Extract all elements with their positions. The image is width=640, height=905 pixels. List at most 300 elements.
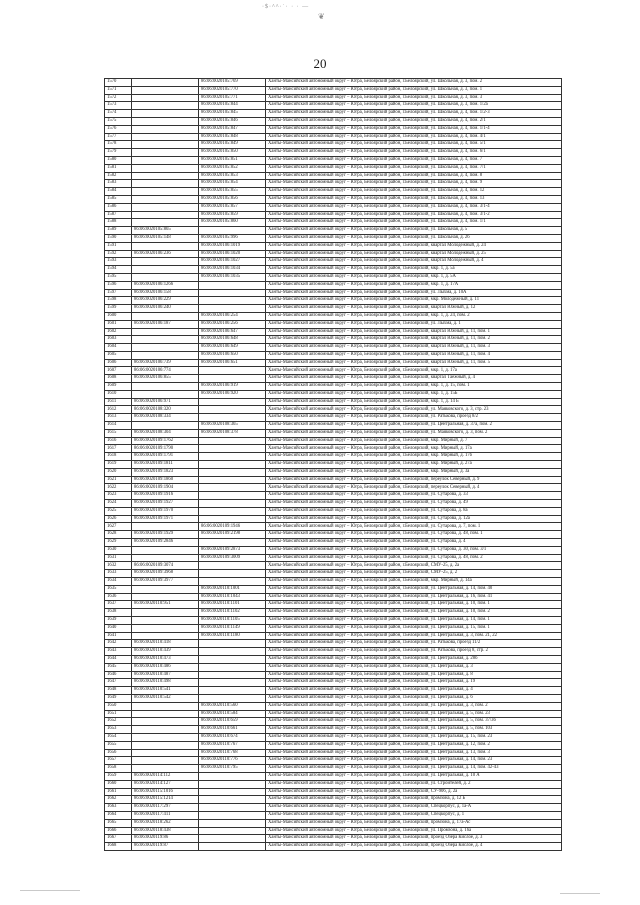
premises-number-cell: [199, 375, 266, 383]
address-cell: Ханты-Мансийский автономный округ – Югра, Белоярский район, г.Белоярский, ул. Школьная, д. 4, пом. 6/1: [266, 149, 562, 157]
scan-artifact-glyph: ❦: [318, 12, 326, 21]
premises-number-cell: 86:06:0020106:1034: [199, 266, 266, 274]
row-number-cell: 1590: [105, 234, 132, 242]
cadastral-number-cell: 86:06:0020110:541: [132, 687, 199, 695]
cadastral-number-cell: 86:06:0020108:320: [132, 406, 199, 414]
table-row: [105, 156, 562, 164]
cadastral-number-cell: [132, 110, 199, 118]
address-cell: Ханты-Мансийский автономный округ – Югра, Белоярский район, г.Белоярский, ул. Школьная, д. 4, пом. 3/1-4: [266, 203, 562, 211]
register-table-body: [105, 79, 562, 851]
address-cell: Ханты-Мансийский автономный округ – Югра, Белоярский район, г.Белоярский, ул. Сутарова, д. 4: [266, 539, 562, 547]
premises-number-cell: [199, 827, 266, 835]
address-cell: Ханты-Мансийский автономный округ – Югра, Белоярский район, г.Белоярский, ул. Сутарова, д. 30, пом. 3/1: [266, 546, 562, 554]
cadastral-number-cell: [132, 141, 199, 149]
address-cell: Ханты-Мансийский автономный округ – Югра, Белоярский район, г.Белоярский, ул. Центральная, д. 6: [266, 694, 562, 702]
row-number-cell: 1634: [105, 578, 132, 586]
address-cell: Ханты-Мансийский автономный округ – Югра, Белоярский район, г.Белоярский, ул. Центральная, д. 4: [266, 687, 562, 695]
table-row: [105, 211, 562, 219]
scan-noise-line: [560, 893, 600, 894]
row-number-cell: 1617: [105, 445, 132, 453]
row-number-cell: 1668: [105, 843, 132, 851]
premises-number-cell: 86:06:0020109:3009: [199, 554, 266, 562]
row-number-cell: 1605: [105, 351, 132, 359]
table-row: [105, 414, 562, 422]
cadastral-number-cell: 86:06:0020115:1214: [132, 796, 199, 804]
premises-number-cell: 86:06:0020106:1020: [199, 250, 266, 258]
table-row: [105, 102, 562, 110]
premises-number-cell: 86:06:0020105:848: [199, 133, 266, 141]
address-cell: Ханты-Мансийский автономный округ – Югра, Белоярский район, г.Белоярский, ул. Центральная, д. 14, пом. 23: [266, 757, 562, 765]
address-cell: Ханты-Мансийский автономный округ – Югра, Белоярский район, г.Белоярский, ул. Сутарова, д. 33: [266, 492, 562, 500]
row-number-cell: 1581: [105, 164, 132, 172]
premises-number-cell: [199, 414, 266, 422]
address-cell: Ханты-Мансийский автономный округ – Югра, Белоярский район, г.Белоярский, ул. Лыхма, д. 10А: [266, 289, 562, 297]
premises-number-cell: 86:06:0020110:584: [199, 710, 266, 718]
premises-number-cell: 86:06:0020109:2873: [199, 546, 266, 554]
register-table: [104, 78, 562, 851]
table-row: [105, 476, 562, 484]
table-row: [105, 86, 562, 94]
table-row: [105, 554, 562, 562]
table-row: [105, 539, 562, 547]
cadastral-number-cell: 86:06:0020108:304: [132, 429, 199, 437]
row-number-cell: 1662: [105, 796, 132, 804]
row-number-cell: 1659: [105, 772, 132, 780]
row-number-cell: 1595: [105, 273, 132, 281]
row-number-cell: 1601: [105, 320, 132, 328]
address-cell: Ханты-Мансийский автономный округ – Югра, Белоярский район, г.Белоярский, ул. Ратькова, проезд 8/2: [266, 414, 562, 422]
row-number-cell: 1613: [105, 414, 132, 422]
table-row: [105, 336, 562, 344]
address-cell: Ханты-Мансийский автономный округ – Югра, Белоярский район, г.Белоярский, квартал Молодежный, д. 24: [266, 242, 562, 250]
address-cell: Ханты-Мансийский автономный округ – Югра, Белоярский район, г.Белоярский, мкр. 1, д. 15, пом. 1: [266, 383, 562, 391]
premises-number-cell: 86:06:0020105:851: [199, 156, 266, 164]
premises-number-cell: [199, 227, 266, 235]
premises-number-cell: 86:06:0020110:1001: [199, 585, 266, 593]
address-cell: Ханты-Мансийский автономный округ – Югра, Белоярский район, г.Белоярский, ул. Школьная, д. 4, пом. 1/1-4: [266, 125, 562, 133]
address-cell: Ханты-Мансийский автономный округ – Югра, Белоярский район, г.Белоярский, ул. Центральная, д. 8: [266, 671, 562, 679]
table-row: [105, 359, 562, 367]
address-cell: Ханты-Мансийский автономный округ – Югра, Белоярский район, г.Белоярский, ул. Школьная, д. 4, пом. 12: [266, 188, 562, 196]
table-row: [105, 437, 562, 445]
table-row: [105, 406, 562, 414]
table-row: [105, 710, 562, 718]
row-number-cell: 1655: [105, 741, 132, 749]
address-cell: Ханты-Мансийский автономный округ – Югра, Белоярский район, г.Белоярский, ул. Центральная, д. 3, пом. 2: [266, 702, 562, 710]
row-number-cell: 1626: [105, 515, 132, 523]
row-number-cell: 1573: [105, 102, 132, 110]
cadastral-number-cell: [132, 266, 199, 274]
table-row: [105, 757, 562, 765]
table-row: [105, 523, 562, 531]
address-cell: Ханты-Мансийский автономный округ – Югра, Белоярский район, г.Белоярский, ул. Центральная, д. 37а, пом. 2: [266, 422, 562, 430]
premises-number-cell: 86:06:0020105:845: [199, 110, 266, 118]
table-row: [105, 648, 562, 656]
cadastral-number-cell: [132, 86, 199, 94]
address-cell: Ханты-Мансийский автономный округ – Югра, Белоярский район, г.Белоярский, ул. Центральная, д. 16, пом. 41: [266, 593, 562, 601]
table-row: [105, 788, 562, 796]
cadastral-number-cell: 86:06:0020109:1916: [132, 492, 199, 500]
premises-number-cell: 86:06:0020110:1149: [199, 624, 266, 632]
premises-number-cell: 86:06:0020109:2198: [199, 531, 266, 539]
page-number: 20: [313, 56, 327, 71]
cadastral-number-cell: [132, 726, 199, 734]
address-cell: Ханты-Мансийский автономный округ – Югра, Белоярский район, г.Белоярский, проезд Озера Кислое, д. 3: [266, 835, 562, 843]
cadastral-number-cell: [132, 195, 199, 203]
address-cell: Ханты-Мансийский автономный округ – Югра, Белоярский район, г.Белоярский, ул. Школьная, д. 4, пом. 9: [266, 180, 562, 188]
row-number-cell: 1579: [105, 149, 132, 157]
cadastral-number-cell: [132, 546, 199, 554]
row-number-cell: 1652: [105, 718, 132, 726]
table-row: [105, 804, 562, 812]
address-cell: Ханты-Мансийский автономный округ – Югра, Белоярский район, г.Белоярский, СУ-906, д. 2а: [266, 788, 562, 796]
premises-number-cell: 86:06:0020105:850: [199, 149, 266, 157]
address-cell: Ханты-Мансийский автономный округ – Югра, Белоярский район, г.Белоярский, промзона, д. 17а-Ас: [266, 819, 562, 827]
row-number-cell: 1651: [105, 710, 132, 718]
cadastral-number-cell: 86:06:0020109:1927: [132, 500, 199, 508]
table-row: [105, 733, 562, 741]
premises-number-cell: 86:06:0020110:674: [199, 733, 266, 741]
premises-number-cell: [199, 804, 266, 812]
address-cell: Ханты-Мансийский автономный округ – Югра, Белоярский район, г.Белоярский, ул. Школьная, д. 3, пом. 1: [266, 86, 562, 94]
cadastral-number-cell: [132, 133, 199, 141]
premises-number-cell: [199, 515, 266, 523]
premises-number-cell: 86:06:0020105:853: [199, 172, 266, 180]
table-row: [105, 367, 562, 375]
premises-number-cell: 86:06:0020106:1027: [199, 258, 266, 266]
address-cell: Ханты-Мансийский автономный округ – Югра, Белоярский район, г.Белоярский, ул. Школьная, д. 3, пом. 3: [266, 94, 562, 102]
table-row: [105, 765, 562, 773]
premises-number-cell: 86:06:0020106:647: [199, 328, 266, 336]
row-number-cell: 1576: [105, 125, 132, 133]
table-row: [105, 811, 562, 819]
row-number-cell: 1608: [105, 375, 132, 383]
cadastral-number-cell: 86:06:0020109:3968: [132, 570, 199, 578]
cadastral-number-cell: [132, 757, 199, 765]
table-row: [105, 827, 562, 835]
cadastral-number-cell: 86:06:0020105:148: [132, 234, 199, 242]
premises-number-cell: 86:06:0020110:767: [199, 741, 266, 749]
address-cell: Ханты-Мансийский автономный округ – Югра, Белоярский район, г.Белоярский, ул. Сутарова, д. 7, пом. 1: [266, 523, 562, 531]
premises-number-cell: 86:06:0020106:648: [199, 336, 266, 344]
row-number-cell: 1642: [105, 640, 132, 648]
cadastral-number-cell: [132, 211, 199, 219]
address-cell: Ханты-Мансийский автономный округ – Югра, Белоярский район, г.Белоярский, переулок Северный, д. 9: [266, 476, 562, 484]
address-cell: Ханты-Мансийский автономный округ – Югра, Белоярский район, г.Белоярский, ул. Сутарова, д. 48, пом. 1: [266, 531, 562, 539]
address-cell: Ханты-Мансийский автономный округ – Югра, Белоярский район, г.Белоярский, ул. Школьная, д. 4, пом. 7/1: [266, 164, 562, 172]
address-cell: Ханты-Мансийский автономный округ – Югра, Белоярский район, г.Белоярский, ул. Промзона, д. 16а: [266, 827, 562, 835]
scan-noise-line: [20, 890, 80, 891]
address-cell: Ханты-Мансийский автономный округ – Югра, Белоярский район, г.Белоярский, квартал Молодежный, д. 25: [266, 250, 562, 258]
row-number-cell: 1650: [105, 702, 132, 710]
cadastral-number-cell: 86:06:0020110:951: [132, 601, 199, 609]
premises-number-cell: 86:06:0020106:920: [199, 390, 266, 398]
table-row: [105, 422, 562, 430]
cadastral-number-cell: 86:06:0020109:1860: [132, 476, 199, 484]
row-number-cell: 1645: [105, 663, 132, 671]
cadastral-number-cell: [132, 164, 199, 172]
table-row: [105, 500, 562, 508]
row-number-cell: 1628: [105, 531, 132, 539]
premises-number-cell: 86:06:0020105:771: [199, 94, 266, 102]
cadastral-number-cell: [132, 593, 199, 601]
address-cell: Ханты-Мансийский автономный округ – Югра, Белоярский район, г.Белоярский, квартал Таежный, д. 4: [266, 375, 562, 383]
cadastral-number-cell: 86:06:0020118:262: [132, 819, 199, 827]
table-row: [105, 305, 562, 313]
premises-number-cell: 86:06:0020105:996: [199, 234, 266, 242]
cadastral-number-cell: 86:06:0020110:542: [132, 694, 199, 702]
row-number-cell: 1619: [105, 461, 132, 469]
address-cell: Ханты-Мансийский автономный округ – Югра, Белоярский район, г.Белоярский, ул. Центральная, д. 10, пом. 2: [266, 609, 562, 617]
row-number-cell: 1654: [105, 733, 132, 741]
row-number-cell: 1602: [105, 328, 132, 336]
row-number-cell: 1638: [105, 609, 132, 617]
premises-number-cell: 86:06:0020105:844: [199, 102, 266, 110]
premises-number-cell: [199, 835, 266, 843]
table-row: [105, 203, 562, 211]
row-number-cell: 1584: [105, 188, 132, 196]
table-row: [105, 195, 562, 203]
cadastral-number-cell: 86:06:0020106:774: [132, 367, 199, 375]
row-number-cell: 1663: [105, 804, 132, 812]
address-cell: Ханты-Мансийский автономный округ – Югра, Белоярский район, г.Белоярский, мкр. Мирный, д. 7: [266, 437, 562, 445]
table-row: [105, 180, 562, 188]
table-row: [105, 110, 562, 118]
address-cell: Ханты-Мансийский автономный округ – Югра, Белоярский район, г.Белоярский, ул. Маяковского, д. 3, пом. 2: [266, 429, 562, 437]
premises-number-cell: [199, 788, 266, 796]
cadastral-number-cell: 86:06:0020118:438: [132, 827, 199, 835]
cadastral-number-cell: [132, 94, 199, 102]
cadastral-number-cell: 86:06:0020109:1970: [132, 507, 199, 515]
table-row: [105, 835, 562, 843]
address-cell: Ханты-Мансийский автономный округ – Югра, Белоярский район, г.Белоярский, ул. Школьная, д. 4, пом. 7: [266, 156, 562, 164]
address-cell: Ханты-Мансийский автономный округ – Югра, Белоярский район, г.Белоярский, квартал Южный, д. 11, пом. 5: [266, 359, 562, 367]
cadastral-number-cell: [132, 219, 199, 227]
address-cell: Ханты-Мансийский автономный округ – Югра, Белоярский район, г.Белоярский, ул. Сутарова, д. 49: [266, 500, 562, 508]
premises-number-cell: [199, 507, 266, 515]
address-cell: Ханты-Мансийский автономный округ – Югра, Белоярский район, г.Белоярский, ул. Школьная, д. 5: [266, 227, 562, 235]
cadastral-number-cell: 86:06:0020110:473: [132, 655, 199, 663]
cadastral-number-cell: [132, 149, 199, 157]
premises-number-cell: [199, 640, 266, 648]
table-row: [105, 671, 562, 679]
table-row: [105, 94, 562, 102]
cadastral-number-cell: 86:06:0020109:1823: [132, 468, 199, 476]
row-number-cell: 1599: [105, 305, 132, 313]
table-row: [105, 694, 562, 702]
premises-number-cell: [199, 500, 266, 508]
table-row: [105, 328, 562, 336]
table-row: [105, 609, 562, 617]
row-number-cell: 1666: [105, 827, 132, 835]
address-cell: Ханты-Мансийский автономный округ – Югра, Белоярский район, г.Белоярский, ул. Центральная, д. 14, пом. 1: [266, 616, 562, 624]
premises-number-cell: 86:06:0020106:651: [199, 359, 266, 367]
premises-number-cell: [199, 289, 266, 297]
premises-number-cell: [199, 796, 266, 804]
table-row: [105, 219, 562, 227]
table-row: [105, 445, 562, 453]
table-row: [105, 726, 562, 734]
table-row: [105, 453, 562, 461]
address-cell: Ханты-Мансийский автономный округ – Югра, Белоярский район, г.Белоярский, ул. Строителей, д. 2: [266, 780, 562, 788]
cadastral-number-cell: [132, 258, 199, 266]
address-cell: Ханты-Мансийский автономный округ – Югра, Белоярский район, г.Белоярский, ул. Центральная, д. 12, пом. 2: [266, 741, 562, 749]
premises-number-cell: [199, 578, 266, 586]
row-number-cell: 1636: [105, 593, 132, 601]
premises-number-cell: 86:06:0020110:659: [199, 718, 266, 726]
address-cell: Ханты-Мансийский автономный округ – Югра, Белоярский район, г.Белоярский, переулок Северный, д. 4: [266, 484, 562, 492]
cadastral-number-cell: 86:06:0020119:87: [132, 843, 199, 851]
cadastral-number-cell: 86:06:0020106:236: [132, 250, 199, 258]
cadastral-number-cell: 86:06:0020109:1904: [132, 484, 199, 492]
address-cell: Ханты-Мансийский автономный округ – Югра, Белоярский район, г.Белоярский, квартал Южный, д. 11, пом. 4: [266, 351, 562, 359]
table-row: [105, 273, 562, 281]
row-number-cell: 1632: [105, 562, 132, 570]
table-row: [105, 679, 562, 687]
premises-number-cell: 86:06:0020110:1105: [199, 616, 266, 624]
premises-number-cell: [199, 492, 266, 500]
row-number-cell: 1572: [105, 94, 132, 102]
cadastral-number-cell: [132, 188, 199, 196]
cadastral-number-cell: 86:06:0020109:3977: [132, 578, 199, 586]
cadastral-number-cell: 86:06:0020119:86: [132, 835, 199, 843]
table-row: [105, 117, 562, 125]
row-number-cell: 1637: [105, 601, 132, 609]
premises-number-cell: 86:06:0020108:378: [199, 429, 266, 437]
row-number-cell: 1585: [105, 195, 132, 203]
premises-number-cell: [199, 671, 266, 679]
cadastral-number-cell: 86:06:0020109:3074: [132, 562, 199, 570]
address-cell: Ханты-Мансийский автономный округ – Югра, Белоярский район, г.Белоярский, мкр. 1, д. 17А: [266, 281, 562, 289]
cadastral-number-cell: [132, 749, 199, 757]
premises-number-cell: 86:06:0020105:847: [199, 125, 266, 133]
address-cell: Ханты-Мансийский автономный округ – Югра, Белоярский район, г.Белоярский, ул. Школьная, д. 3, пом. 2: [266, 79, 562, 87]
cadastral-number-cell: 86:06:0020109:1929: [132, 531, 199, 539]
row-number-cell: 1664: [105, 811, 132, 819]
row-number-cell: 1665: [105, 819, 132, 827]
table-row: [105, 492, 562, 500]
address-cell: Ханты-Мансийский автономный округ – Югра, Белоярский район, г.Белоярский, ул. Ратькова, проезд 8, стр. 2: [266, 648, 562, 656]
cadastral-number-cell: [132, 523, 199, 531]
address-cell: Ханты-Мансийский автономный округ – Югра, Белоярский район, г.Белоярский, промзона, д. 12 Б: [266, 796, 562, 804]
table-row: [105, 227, 562, 235]
table-row: [105, 718, 562, 726]
premises-number-cell: 86:06:0020110:560: [199, 702, 266, 710]
premises-number-cell: 86:06:0020110:661: [199, 726, 266, 734]
table-row: [105, 616, 562, 624]
table-row: [105, 702, 562, 710]
premises-number-cell: [199, 484, 266, 492]
address-cell: Ханты-Мансийский автономный округ – Югра, Белоярский район, г.Белоярский, проезд Озера Кислое, д. 4: [266, 843, 562, 851]
address-cell: Ханты-Мансийский автономный округ – Югра, Белоярский район, г.Белоярский, ул. Сутарова, д. 8а: [266, 507, 562, 515]
premises-number-cell: [199, 663, 266, 671]
address-cell: Ханты-Мансийский автономный округ – Югра, Белоярский район, г.Белоярский, ул. Школьная, д. 4, пом. 13: [266, 195, 562, 203]
address-cell: Ханты-Мансийский автономный округ – Югра, Белоярский район, г.Белоярский, ул. Центральная, д. 14, пом. 40: [266, 585, 562, 593]
address-cell: Ханты-Мансийский автономный округ – Югра, Белоярский район, г.Белоярский, ул. Центральная, д. 13, пом. 3: [266, 749, 562, 757]
cadastral-number-cell: 86:06:0020106:855: [132, 375, 199, 383]
address-cell: Ханты-Мансийский автономный округ – Югра, Белоярский район, г.Белоярский, ул. Школьная, д. 3, пом. 1/2а: [266, 102, 562, 110]
cadastral-number-cell: [132, 390, 199, 398]
cadastral-number-cell: [132, 741, 199, 749]
address-cell: Ханты-Мансийский автономный округ – Югра, Белоярский район, г.Белоярский, мкр. 1, д. 14 Б: [266, 398, 562, 406]
premises-number-cell: 86:06:0020110:768: [199, 749, 266, 757]
cadastral-number-cell: [132, 203, 199, 211]
address-cell: Ханты-Мансийский автономный округ – Югра, Белоярский район, г.Белоярский, ул. Центральная, д. 19: [266, 679, 562, 687]
address-cell: Ханты-Мансийский автономный округ – Югра, Белоярский район, г.Белоярский, ул. Школьная, д. 4, пом. 4/1: [266, 133, 562, 141]
row-number-cell: 1622: [105, 484, 132, 492]
address-cell: Ханты-Мансийский автономный округ – Югра, Белоярский район, г.Белоярский, ул. Центральная, д. 15, пом. 23: [266, 733, 562, 741]
premises-number-cell: 86:06:0020105:859: [199, 211, 266, 219]
premises-number-cell: 86:06:0020105:849: [199, 141, 266, 149]
premises-number-cell: [199, 406, 266, 414]
cadastral-number-cell: 86:06:0020110:418: [132, 640, 199, 648]
cadastral-number-cell: 86:06:0020106:240: [132, 305, 199, 313]
table-row: [105, 375, 562, 383]
premises-number-cell: 86:06:0020110:1101: [199, 601, 266, 609]
cadastral-number-cell: [132, 125, 199, 133]
table-row: [105, 772, 562, 780]
premises-number-cell: [199, 297, 266, 305]
premises-number-cell: [199, 648, 266, 656]
address-cell: Ханты-Мансийский автономный округ – Югра, Белоярский район, г.Белоярский, ул. Школьная, д. 4, пом. 1/1: [266, 219, 562, 227]
address-cell: Ханты-Мансийский автономный округ – Югра, Белоярский район, г.Белоярский, ул. Школьная, д. 4, пом. 8: [266, 172, 562, 180]
row-number-cell: 1597: [105, 289, 132, 297]
table-row: [105, 585, 562, 593]
table-row: [105, 141, 562, 149]
cadastral-number-cell: [132, 624, 199, 632]
row-number-cell: 1641: [105, 632, 132, 640]
cadastral-number-cell: [132, 718, 199, 726]
premises-number-cell: 86:06:0020109:1946: [199, 523, 266, 531]
premises-number-cell: [199, 562, 266, 570]
premises-number-cell: 86:06:0020110:776: [199, 757, 266, 765]
premises-number-cell: [199, 819, 266, 827]
row-number-cell: 1647: [105, 679, 132, 687]
address-cell: Ханты-Мансийский автономный округ – Югра, Белоярский район, г.Белоярский, квартал Южный, д. 12: [266, 305, 562, 313]
premises-number-cell: [199, 445, 266, 453]
table-row: [105, 655, 562, 663]
table-row: [105, 484, 562, 492]
table-row: [105, 258, 562, 266]
address-cell: Ханты-Мансийский автономный округ – Югра, Белоярский район, г.Белоярский, ул. Сутарова, д. 48, пом. 2: [266, 554, 562, 562]
cadastral-number-cell: [132, 554, 199, 562]
row-number-cell: 1591: [105, 242, 132, 250]
row-number-cell: 1649: [105, 694, 132, 702]
table-row: [105, 429, 562, 437]
row-number-cell: 1630: [105, 546, 132, 554]
premises-number-cell: [199, 461, 266, 469]
address-cell: Ханты-Мансийский автономный округ – Югра, Белоярский район, г.Белоярский, ул. Центральная, д. 10 А: [266, 772, 562, 780]
table-row: [105, 344, 562, 352]
row-number-cell: 1603: [105, 336, 132, 344]
address-cell: Ханты-Мансийский автономный округ – Югра, Белоярский район, г.Белоярский, мкр. 1, д. 24, пом. 2: [266, 312, 562, 320]
row-number-cell: 1657: [105, 757, 132, 765]
table-row: [105, 289, 562, 297]
table-row: [105, 546, 562, 554]
address-cell: Ханты-Мансийский автономный округ – Югра, Белоярский район, г.Белоярский, квартал Южный, д. 11, пом. 2: [266, 336, 562, 344]
cadastral-number-cell: [132, 172, 199, 180]
row-number-cell: 1653: [105, 726, 132, 734]
row-number-cell: 1598: [105, 297, 132, 305]
row-number-cell: 1586: [105, 203, 132, 211]
table-row: [105, 164, 562, 172]
table-row: [105, 687, 562, 695]
premises-number-cell: [199, 811, 266, 819]
premises-number-cell: [199, 398, 266, 406]
premises-number-cell: 86:06:0020110:1043: [199, 593, 266, 601]
cadastral-number-cell: 86:06:0020109:1971: [132, 515, 199, 523]
table-row: [105, 601, 562, 609]
